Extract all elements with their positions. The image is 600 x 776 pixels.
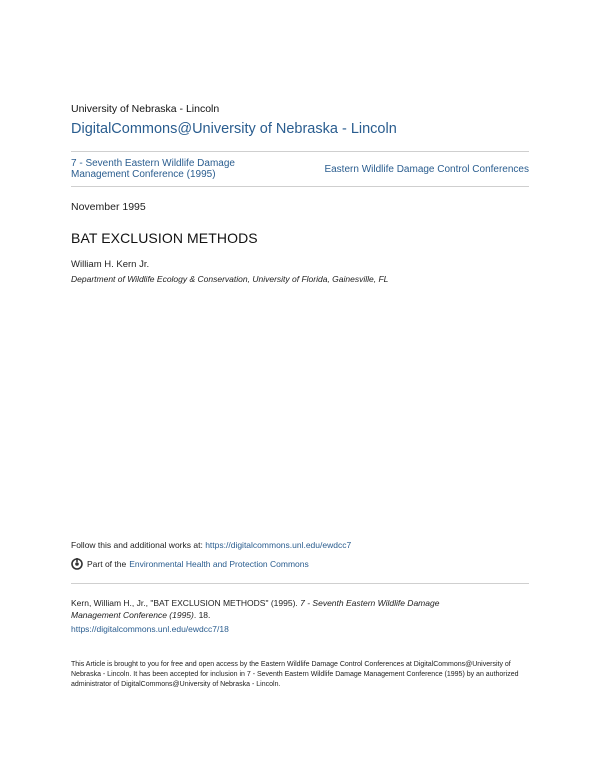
follow-label: Follow this and additional works at: — [71, 540, 203, 550]
citation-url-link[interactable]: https://digitalcommons.unl.edu/ewdcc7/18 — [71, 624, 229, 634]
part-of-line — [71, 558, 309, 570]
citation-text: Kern, William H., Jr., "BAT EXCLUSION METHODS" (1995). — [71, 598, 298, 608]
publication-date: November 1995 — [71, 201, 146, 213]
collection-link[interactable]: 7 - Seventh Eastern Wildlife Damage Management Conference (1995) — [71, 158, 235, 180]
article-author: William H. Kern Jr. — [71, 259, 150, 270]
open-access-link-icon — [71, 558, 83, 570]
recommended-citation — [71, 597, 491, 635]
commons-link[interactable]: Environmental Health and Protection Commons — [129, 559, 309, 569]
part-of-label: Part of the — [87, 559, 127, 569]
citation-series: 7 - Seventh Eastern Wildlife Damage Management Conference (1995) — [71, 598, 440, 620]
article-title: BAT EXCLUSION METHODS — [71, 230, 258, 246]
author-affiliation: Department of Wildlife Ecology & Conservation, University of Florida, Gainesville, FL — [71, 274, 389, 284]
citation-page: . 18. — [193, 610, 211, 620]
follow-line — [71, 540, 351, 550]
divider-breadcrumb — [71, 186, 529, 187]
divider-citation — [71, 583, 529, 584]
institution-name: University of Nebraska - Lincoln — [71, 103, 220, 115]
access-notice: This Article is brought to you for free and open access by the Eastern Wildlife Damage Control Conferences at DigitalCommons@University of Nebraska - Lincoln. It has been accepted for inclusion in 7 - Seventh Eastern Wildlife Damage Management Conference (1995) by an authorized administrator of DigitalCommons@University of Nebraska - Lincoln. — [71, 661, 519, 688]
repository-link[interactable]: DigitalCommons@University of Nebraska - Lincoln — [71, 121, 397, 137]
divider-top — [71, 151, 529, 152]
follow-url-link[interactable]: https://digitalcommons.unl.edu/ewdcc7 — [205, 540, 352, 550]
conference-series-link[interactable]: Eastern Wildlife Damage Control Conferences — [324, 164, 529, 175]
